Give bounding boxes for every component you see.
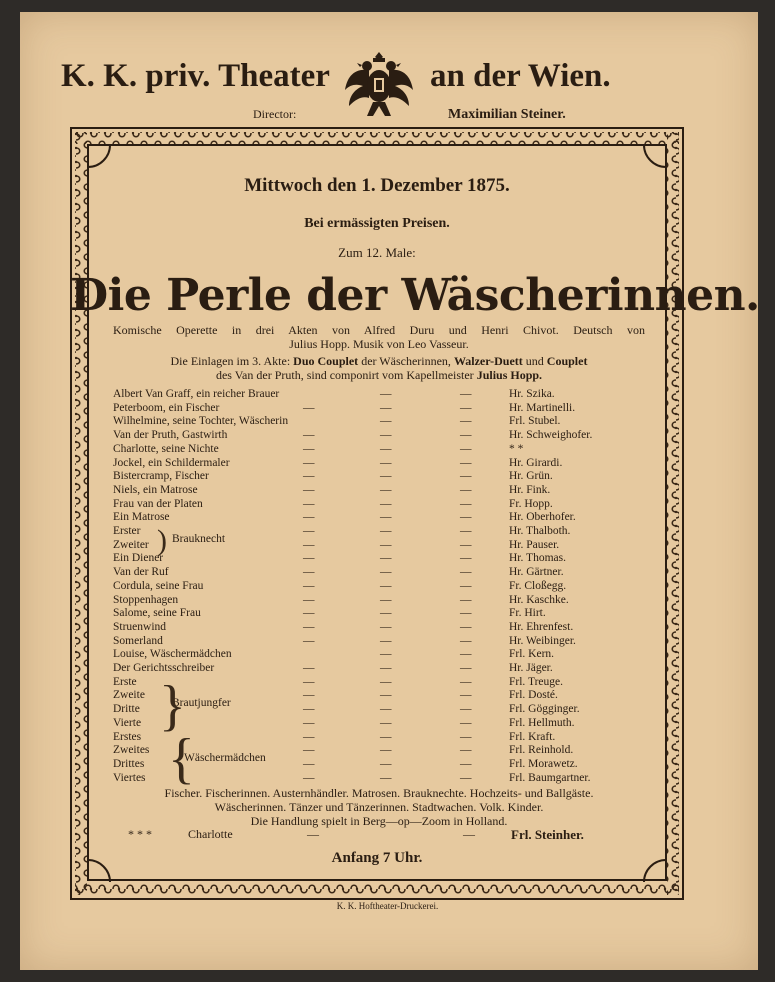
cast-dash: — — [303, 511, 315, 524]
cast-dash: — — [460, 703, 472, 716]
cast-dash: — — [380, 744, 392, 757]
cast-actor: Hr. Grün. — [509, 470, 553, 483]
cast-dash: — — [303, 456, 315, 469]
cast-role: Somerland — [113, 634, 163, 647]
cast-actor: Fr. Cloßegg. — [509, 579, 567, 592]
cast-role: Ein Matrose — [113, 511, 170, 524]
cast-actor: * * — [509, 442, 524, 455]
cast-dash: — — [303, 497, 315, 510]
cast-dash: — — [303, 771, 315, 784]
cast-dash: — — [460, 593, 472, 606]
cast-dash: — — [460, 648, 472, 661]
cast-actor: Frl. Gögginger. — [509, 703, 580, 716]
cast-dash: — — [380, 716, 392, 729]
cast-row — [113, 606, 645, 620]
brace-brautjungfer: } — [159, 675, 186, 737]
cast-actor: Frl. Reinhold. — [509, 744, 574, 757]
cast-dash: — — [380, 675, 392, 688]
cast-role: Van der Pruth, Gastwirth — [113, 429, 228, 442]
cast-role: Dritte — [113, 703, 140, 716]
description-line-4: des Van der Pruth, sind componirt vom Kapellmeister Julius Hopp. — [215, 368, 543, 382]
cast-dash: — — [460, 607, 472, 620]
cast-actor: Hr. Pauser. — [509, 538, 560, 551]
cast-row — [113, 620, 645, 634]
cast-actor: Fr. Hopp. — [509, 497, 553, 510]
cast-role: Peterboom, ein Fischer — [113, 401, 220, 414]
cast-role: Erstes — [113, 730, 142, 743]
cast-role: Erste — [113, 675, 137, 688]
cast-dash: — — [460, 634, 472, 647]
cast-actor: Hr. Jäger. — [509, 662, 553, 674]
cast-role: Salome, seine Frau — [113, 607, 201, 620]
cast-role: Frau van der Platen — [113, 497, 203, 510]
cast-role: Zweites — [113, 744, 150, 757]
cast-dash: — — [460, 662, 472, 674]
cast-role: Zweiter — [113, 538, 149, 551]
cast-role: Struenwind — [113, 620, 167, 633]
cast-actor: Hr. Weibinger. — [509, 634, 576, 647]
cast-role: Stoppenhagen — [113, 593, 179, 606]
group-label-brauknecht: Brauknecht — [172, 533, 226, 545]
cast-dash: — — [460, 566, 472, 579]
theater-name-right: an der Wien. — [430, 58, 611, 94]
cast-row — [113, 428, 645, 442]
theater-name-left: K. K. priv. Theater — [61, 58, 330, 94]
start-time: Anfang 7 Uhr. — [331, 850, 423, 866]
cast-dash: — — [460, 442, 472, 455]
cast-dash: — — [460, 456, 472, 469]
double-headed-eagle-crest — [343, 48, 415, 124]
cast-dash: — — [303, 483, 315, 496]
description-line-2: Julius Hopp. Musik von Leo Vasseur. — [289, 337, 469, 351]
cast-dash: — — [460, 483, 472, 496]
cast-actor: Hr. Thalboth. — [509, 525, 571, 537]
group-label-waeschermaedchen: Wäschermädchen — [184, 752, 266, 764]
cast-dash: — — [303, 566, 315, 579]
printer-credit: K. K. Hoftheater-Druckerei. — [336, 901, 439, 911]
cast-role: Drittes — [113, 757, 145, 770]
cast-row — [113, 579, 645, 593]
cast-row — [113, 551, 645, 565]
cast-row — [113, 593, 645, 607]
cast-dash: — — [380, 662, 392, 674]
cast-dash: — — [460, 415, 472, 428]
cast-actor: Frl. Kraft. — [509, 730, 556, 743]
cast-dash: — — [380, 703, 392, 716]
cast-actor: Hr. Schweighofer. — [509, 429, 593, 442]
cast-actor: Hr. Gärtner. — [509, 566, 564, 579]
cast-dash: — — [303, 716, 315, 729]
cast-actor: Frl. Dosté. — [509, 689, 558, 702]
cast-role: Niels, ein Matrose — [113, 483, 198, 496]
cast-dash: — — [380, 401, 392, 414]
cast-dash: — — [460, 744, 472, 757]
cast-actor: Frl. Baumgartner. — [509, 771, 591, 784]
cast-dash: — — [380, 483, 392, 496]
cast-actor: Hr. Kaschke. — [509, 593, 569, 606]
cast-row — [113, 414, 645, 428]
cast-dash: — — [380, 648, 392, 661]
charlotte-role: Charlotte — [188, 827, 233, 841]
description-line-3: Die Einlagen im 3. Akte: Duo Couplet der Wäscherinnen, Walzer-Duett und Couplet — [170, 354, 588, 368]
cast-actor: Hr. Oberhofer. — [509, 511, 576, 524]
cast-dash: — — [303, 607, 315, 620]
cast-row — [113, 483, 645, 497]
cast-dash: — — [380, 730, 392, 743]
cast-role: Jockel, ein Schildermaler — [113, 456, 230, 469]
cast-dash: — — [303, 634, 315, 647]
cast-dash: — — [380, 456, 392, 469]
cast-dash: — — [380, 429, 392, 442]
cast-actor: Frl. Stubel. — [509, 415, 561, 428]
cast-dash: — — [460, 716, 472, 729]
cast-actor: Hr. Ehrenfest. — [509, 620, 574, 633]
cast-role: Der Gerichtsschreiber — [113, 662, 215, 674]
cast-dash: — — [380, 566, 392, 579]
cast-dash: — — [303, 703, 315, 716]
cast-actor: Fr. Hirt. — [509, 607, 546, 620]
star-marks: * * * — [128, 827, 152, 841]
cast-dash: — — [303, 579, 315, 592]
cast-dash: — — [380, 552, 392, 565]
cast-actor: Hr. Fink. — [509, 483, 551, 496]
cast-dash: — — [380, 497, 392, 510]
cast-dash: — — [380, 593, 392, 606]
cast-dash: — — [380, 757, 392, 770]
performance-count: Zum 12. Male: — [338, 245, 416, 260]
cast-role: Louise, Wäschermädchen — [113, 648, 232, 661]
cast-actor: Frl. Kern. — [509, 648, 555, 661]
cast-actor: Frl. Hellmuth. — [509, 716, 575, 729]
cast-dash: — — [460, 689, 472, 702]
charlotte-dash-2: — — [463, 827, 475, 841]
cast-dash: — — [380, 689, 392, 702]
cast-dash: — — [380, 511, 392, 524]
cast-role: Wilhelmine, seine Tochter, Wäscherin — [113, 415, 289, 428]
cast-dash: — — [380, 620, 392, 633]
brace-brauknecht: ) — [157, 524, 167, 557]
cast-dash: — — [460, 620, 472, 633]
cast-dash: — — [380, 607, 392, 620]
cast-dash: — — [380, 470, 392, 483]
cast-dash: — — [380, 388, 392, 400]
cast-role: Vierte — [113, 716, 142, 729]
cast-dash: — — [460, 429, 472, 442]
cast-dash: — — [303, 675, 315, 688]
cast-dash: — — [303, 757, 315, 770]
cast-row — [113, 634, 645, 648]
extras-line-2: Wäscherinnen. Tänzer und Tänzerinnen. Stadtwachen. Volk. Kinder. — [214, 800, 544, 814]
cast-role: Ein Diener — [113, 552, 164, 565]
cast-dash: — — [303, 620, 315, 633]
cast-dash: — — [460, 538, 472, 551]
cast-dash: — — [303, 429, 315, 442]
cast-row — [113, 442, 645, 456]
cast-row — [113, 387, 645, 401]
cast-dash: — — [460, 388, 472, 400]
cast-role: Viertes — [113, 771, 146, 784]
cast-dash: — — [303, 662, 315, 674]
cast-actor: Hr. Thomas. — [509, 552, 566, 565]
play-title: Die Perle der Wäscherinnen. — [70, 270, 760, 321]
cast-actor: Frl. Treuge. — [509, 675, 563, 688]
director-name: Maximilian Steiner. — [448, 107, 566, 122]
cast-dash: — — [380, 415, 392, 428]
cast-role: Charlotte, seine Nichte — [113, 442, 219, 455]
cast-dash: — — [380, 442, 392, 455]
group-label-brautjungfer: Brautjungfer — [172, 697, 231, 709]
cast-role: Bistercramp, Fischer — [113, 470, 209, 483]
setting-line: Die Handlung spielt in Berg—op—Zoom in Holland. — [250, 814, 508, 828]
cast-dash: — — [303, 593, 315, 606]
cast-dash: — — [460, 730, 472, 743]
prices-note: Bei ermässigten Preisen. — [304, 216, 450, 231]
cast-dash: — — [303, 470, 315, 483]
cast-dash: — — [380, 579, 392, 592]
extras-line-1: Fischer. Fischerinnen. Austernhändler. Matrosen. Brauknechte. Hochzeits- und Ballgäste. — [164, 786, 594, 800]
cast-role: Van der Ruf — [113, 566, 169, 579]
cast-row — [113, 661, 645, 675]
cast-actor: Hr. Girardi. — [509, 456, 563, 469]
cast-dash: — — [460, 675, 472, 688]
cast-dash: — — [460, 511, 472, 524]
cast-dash: — — [303, 401, 315, 414]
cast-row — [113, 456, 645, 470]
cast-dash: — — [303, 730, 315, 743]
cast-role: Albert Van Graff, ein reicher Brauer — [113, 388, 280, 400]
description-line-1: Komische Operette in drei Akten von Alfred Duru und Henri Chivot. Deutsch von — [113, 323, 645, 337]
cast-dash: — — [380, 538, 392, 551]
cast-row — [113, 510, 645, 524]
cast-role: Erster — [113, 525, 141, 537]
cast-dash: — — [460, 525, 472, 537]
cast-dash: — — [303, 525, 315, 537]
cast-dash: — — [380, 771, 392, 784]
cast-dash: — — [460, 470, 472, 483]
cast-row — [113, 647, 645, 661]
cast-role: Cordula, seine Frau — [113, 579, 204, 592]
charlotte-actor: Frl. Steinher. — [511, 827, 584, 842]
cast-actor: Hr. Szika. — [509, 388, 555, 400]
cast-row — [113, 497, 645, 511]
cast-dash: — — [460, 552, 472, 565]
director-label: Director: — [253, 107, 297, 121]
cast-dash: — — [303, 744, 315, 757]
cast-row — [113, 469, 645, 483]
cast-dash: — — [303, 552, 315, 565]
cast-dash: — — [460, 771, 472, 784]
brace-waeschermaedchen: { — [168, 728, 195, 790]
cast-row — [113, 675, 645, 689]
charlotte-dash-1: — — [307, 827, 319, 841]
cast-role: Zweite — [113, 689, 145, 702]
cast-dash: — — [460, 579, 472, 592]
cast-actor: Frl. Morawetz. — [509, 757, 578, 770]
cast-row — [113, 401, 645, 415]
cast-dash: — — [380, 525, 392, 537]
cast-dash: — — [460, 757, 472, 770]
cast-row — [113, 565, 645, 579]
performance-date: Mittwoch den 1. Dezember 1875. — [244, 175, 510, 196]
cast-dash: — — [460, 497, 472, 510]
cast-dash: — — [380, 634, 392, 647]
cast-dash: — — [303, 442, 315, 455]
cast-dash: — — [460, 401, 472, 414]
cast-dash: — — [303, 538, 315, 551]
cast-actor: Hr. Martinelli. — [509, 401, 576, 414]
cast-dash: — — [303, 689, 315, 702]
